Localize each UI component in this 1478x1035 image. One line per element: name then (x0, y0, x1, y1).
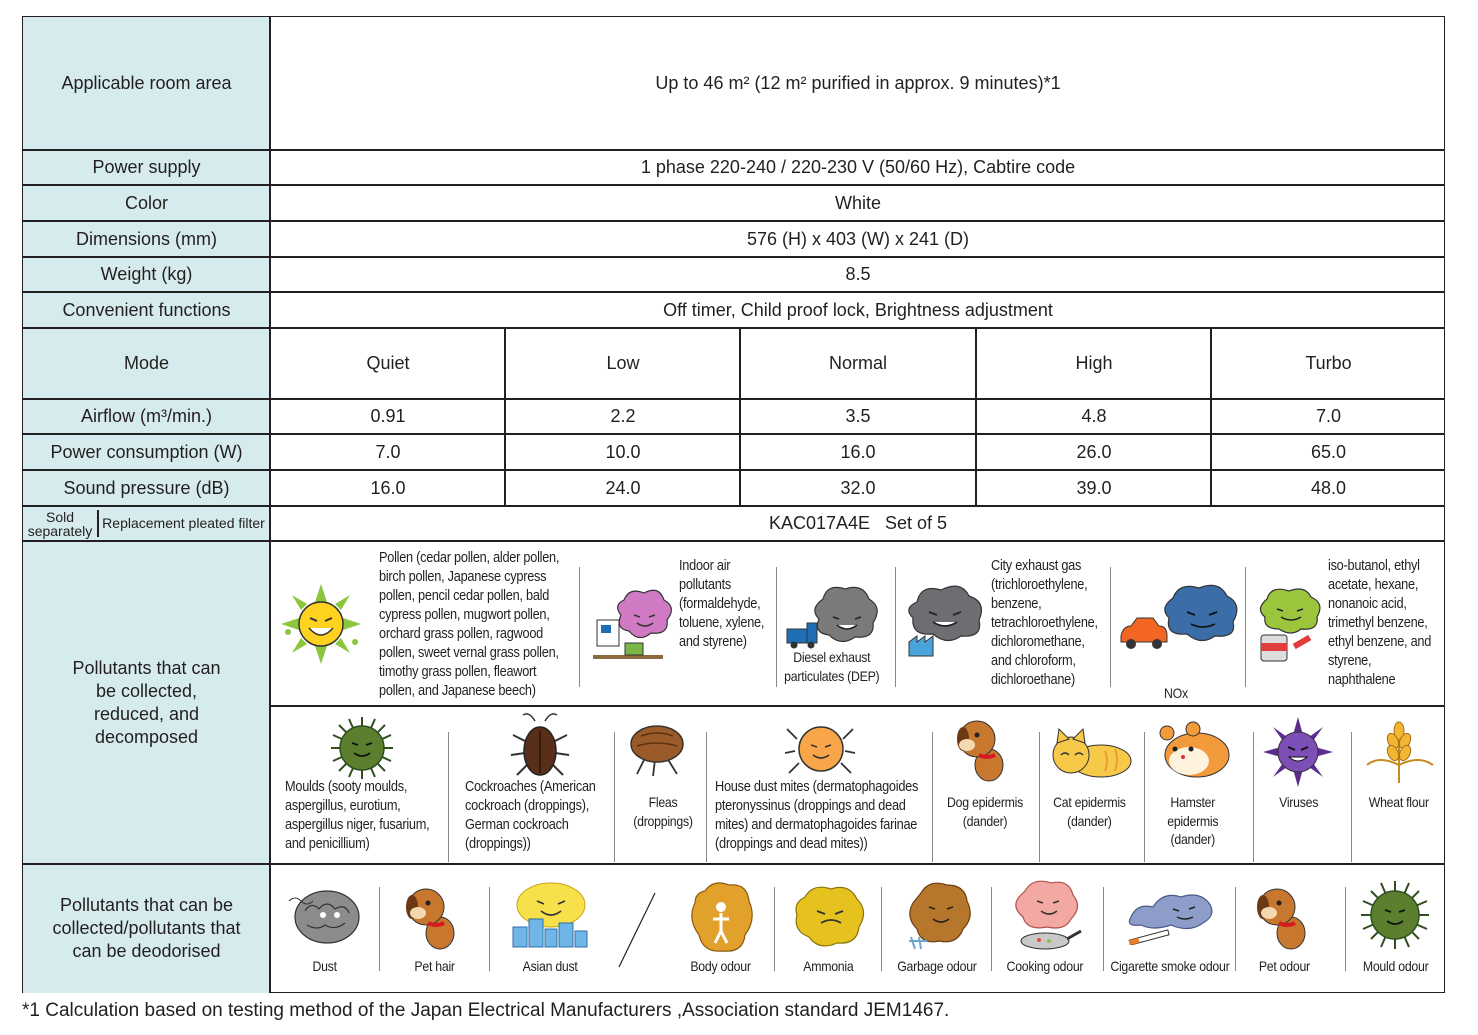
power-turbo: 65.0 (1310, 441, 1347, 462)
slash-divider (613, 889, 661, 971)
weight-label: Weight (kg) (23, 257, 270, 292)
ammonia-text: Ammonia (803, 958, 854, 974)
filter-value: KAC017A4E Set of 5 (768, 513, 948, 533)
power-consumption-label: Power consumption (W) (23, 434, 270, 470)
room-area-value: Up to 46 m² (12 m² purified in approx. 9 minutes)*1 (655, 73, 1061, 93)
body-odour-icon (685, 879, 757, 955)
nox-cloud-icon (1117, 580, 1241, 658)
mode-low: Low (606, 353, 640, 373)
pollen-text: Pollen (cedar pollen, alder pollen, birch pollen, Japanese cypress pollen, pencil cedar pollen, bald cypress pollen, mugwort pollen, orchard grass pollen, ragwood pollen, sweet vernal grass pollen, timothy grass pollen, fleawort pollen, and Japanese beech) (379, 550, 560, 699)
asian-dust-text: Asian dust (522, 958, 578, 974)
dog-text: Dog epidermis (dander) (947, 794, 1024, 829)
mode-high: High (1075, 353, 1113, 373)
airflow-label: Airflow (m³/min.) (23, 399, 270, 434)
airflow-normal: 3.5 (845, 406, 871, 426)
dust-text: Dust (312, 958, 337, 974)
mould-odour-icon (1359, 879, 1431, 951)
wheat-icon (1359, 715, 1439, 785)
cockroach-icon (509, 711, 571, 781)
body-odour-text: Body odour (690, 958, 751, 974)
garbage-odour-text: Garbage odour (897, 958, 977, 974)
sound-quiet: 16.0 (370, 477, 406, 498)
hamster-icon (1153, 719, 1233, 781)
dog-icon (949, 713, 1019, 783)
airflow-low: 2.2 (610, 406, 636, 426)
power-quiet: 7.0 (375, 441, 401, 462)
footnote: *1 Calculation based on testing method of the Japan Electrical Manufacturers ,Association standard JEM1467. (22, 1000, 950, 1021)
dust-mite-icon (785, 717, 857, 779)
sound-pressure-label: Sound pressure (dB) (23, 470, 270, 506)
diesel-exhaust-icon (785, 581, 885, 651)
functions-label: Convenient functions (23, 292, 270, 328)
dimensions-label: Dimensions (mm) (23, 221, 270, 257)
mode-turbo: Turbo (1305, 353, 1352, 373)
cigarette-smoke-icon (1119, 885, 1219, 945)
sound-turbo: 48.0 (1310, 477, 1347, 498)
sound-low: 24.0 (605, 477, 641, 498)
mode-label: Mode (23, 328, 270, 399)
pollen-sun-icon (279, 582, 363, 666)
color-label: Color (23, 185, 270, 221)
power-low: 10.0 (605, 441, 641, 462)
asian-dust-icon (509, 879, 591, 949)
dust-mite-text: House dust mites (dermatophagoides pteronyssinus (droppings and dead mites) and dermatophagoides farinae (droppings and dead mites)) (715, 779, 919, 852)
weight-value: 8.5 (845, 264, 871, 284)
mould-text: Moulds (sooty moulds, aspergillus, eurotium, aspergillus niger, fusarium, and penicillium) (285, 779, 430, 852)
garbage-odour-icon (901, 879, 975, 953)
mould-spore-icon (329, 715, 395, 781)
airflow-turbo: 7.0 (1315, 406, 1342, 426)
replacement-filter-label: Replacement pleated filter (102, 515, 265, 531)
pet-hair-text: Pet hair (414, 958, 455, 974)
functions-value: Off timer, Child proof lock, Brightness adjustment (663, 299, 1053, 320)
flea-icon (625, 720, 687, 776)
power-supply-value: 1 phase 220-240 / 220-230 V (50/60 Hz), Cabtire code (640, 157, 1076, 177)
city-exhaust-text: City exhaust gas (trichloroethylene, benzene, tetrachloroethylene, dichloromethane, and chloroform, dichloroethane) (991, 558, 1098, 688)
cat-text: Cat epidermis (dander) (1053, 794, 1126, 829)
virus-text: Viruses (1279, 794, 1319, 810)
pet-hair-dog-icon (398, 879, 468, 951)
flea-text: Fleas (droppings) (633, 794, 693, 829)
indoor-pollutants-text: Indoor air pollutants (formaldehyde, toluene, xylene, and styrene) (679, 558, 765, 650)
cooking-odour-icon (1009, 877, 1083, 955)
nox-text: NOx (1164, 685, 1189, 701)
mould-odour-text: Mould odour (1362, 958, 1429, 974)
power-normal: 16.0 (840, 441, 876, 462)
wheat-text: Wheat flour (1368, 794, 1429, 810)
cooking-odour-text: Cooking odour (1006, 958, 1084, 974)
dimensions-value: 576 (H) x 403 (W) x 241 (D) (746, 228, 970, 249)
airflow-high: 4.8 (1081, 406, 1107, 426)
paint-fumes-icon (1253, 585, 1329, 665)
sound-high: 39.0 (1076, 477, 1112, 498)
deodorised-label: Pollutants that can be collected/pollutants that can be deodorised (23, 864, 270, 993)
ammonia-icon (791, 881, 867, 951)
spec-table (22, 16, 1445, 993)
filter-label-cell (23, 506, 270, 541)
room-area-label: Applicable room area (23, 17, 270, 150)
dust-ball-icon (285, 881, 365, 947)
sold-separately-label: Sold separately (27, 508, 93, 539)
city-exhaust-gas-icon (903, 580, 989, 660)
diesel-exhaust-text: Diesel exhaust particulates (DEP) (784, 649, 880, 684)
power-high: 26.0 (1076, 441, 1112, 462)
airflow-quiet: 0.91 (370, 406, 406, 426)
sound-normal: 32.0 (840, 477, 876, 498)
cigarette-smoke-text: Cigarette smoke odour (1110, 958, 1230, 974)
mode-normal: Normal (828, 353, 887, 373)
pollutants-label: Pollutants that can be collected, reduced, and decomposed (23, 541, 270, 864)
pet-odour-text: Pet odour (1258, 958, 1310, 974)
hamster-text: Hamster epidermis (dander) (1167, 794, 1219, 847)
pet-odour-icon (1249, 879, 1319, 951)
indoor-pollutant-cloud-icon (589, 585, 679, 665)
power-supply-label: Power supply (23, 150, 270, 185)
cat-icon (1045, 725, 1135, 779)
paint-fumes-text: iso-butanol, ethyl acetate, hexane, nonanoic acid, trimethyl benzene, ethyl benzene, and styrene, naphthalene (1328, 558, 1432, 688)
mode-quiet: Quiet (366, 353, 410, 373)
color-value: White (834, 192, 881, 213)
cockroach-text: Cockroaches (American cockroach (droppings), German cockroach (droppings)) (465, 779, 596, 852)
virus-icon (1263, 717, 1333, 787)
